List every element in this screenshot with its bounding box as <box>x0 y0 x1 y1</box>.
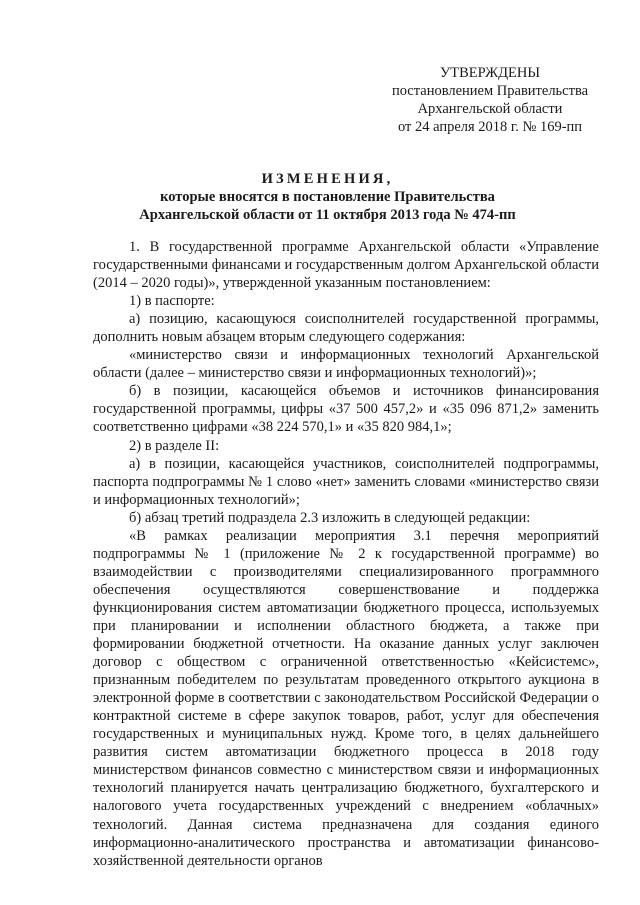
approved-by-line: постановлением Правительства <box>391 83 589 99</box>
paragraph: а) позицию, касающуюся соисполнителей государственной программы, дополнить новым абзацем вторым следующего содержания: <box>93 311 599 346</box>
paragraph: 1) в паспорте: <box>129 293 215 310</box>
paragraph: б) абзац третий подраздела 2.3 изложить в следующей редакции: <box>129 509 531 526</box>
document-body <box>93 238 599 870</box>
approval-stamp <box>380 64 600 136</box>
approved-region-line: Архангельской области <box>417 101 563 117</box>
document-title: ИЗМЕНЕНИЯ, <box>261 171 394 187</box>
paragraph: 2) в разделе II: <box>129 437 220 454</box>
paragraph: «министерство связи и информационных технологий Архангельской области (далее – министерство связи и информационных технологий)»; <box>93 347 599 382</box>
document-subtitle-line1: которые вносятся в постановление Правительства <box>160 189 495 205</box>
paragraph: 1. В государственной программе Архангельской области «Управление государственными финансами и государственным долгом Архангельской области (2014 – 2020 годы)», утвержденной указанным постановлением: <box>93 239 599 292</box>
approved-date-line: от 24 апреля 2018 г. № 169-пп <box>397 119 583 135</box>
document-heading <box>80 170 575 224</box>
document-subtitle-line2: Архангельской области от 11 октября 2013 года № 474-пп <box>139 207 516 223</box>
paragraph: «В рамках реализации мероприятия 3.1 перечня мероприятий подпрограммы № 1 (приложение № 2 к государственной программе) во взаимодействии с производителями специализированного программного обеспечения осуществляются совершенствование и поддержка функционирования систем автоматизации бюджетного процесса, используемых при планировании и исполнении областного бюджета, а также при формировании бюджетной отчетности. На оказание данных услуг заключен договор с обществом с ограниченной ответственностью «Кейсистемс», признанным победителем по результатам проведенного открытого аукциона в электронной форме в соответствии с законодательством Российской Федерации о контрактной системе в сфере закупок товаров, работ, услуг для обеспечения государственных и муниципальных нужд. Кроме того, в целях дальнейшего развития систем автоматизации бюджетного процесса в 2018 году министерством финансов совместно с министерством связи и информационных технологий планируется начать централизацию бюджетного, бухгалтерского и налогового учета государственных учреждений с внедрением «облачных» технологий. Данная система предназначена для создания единого информационно-аналитического пространства и автоматизации финансово-хозяйственной деятельности органов <box>93 527 599 869</box>
paragraph: б) в позиции, касающейся объемов и источников финансирования государственной программы, цифры «37 500 457,2» и «35 096 871,2» заменить соответственно цифрами «38 224 570,1» и «35 820 984,1»; <box>93 383 599 436</box>
approved-label: УТВЕРЖДЕНЫ <box>439 65 541 81</box>
paragraph: а) в позиции, касающейся участников, соисполнителей подпрограммы, паспорта подпрограммы № 1 слово «нет» заменить словами «министерство связи и информационных технологий»; <box>93 455 599 508</box>
